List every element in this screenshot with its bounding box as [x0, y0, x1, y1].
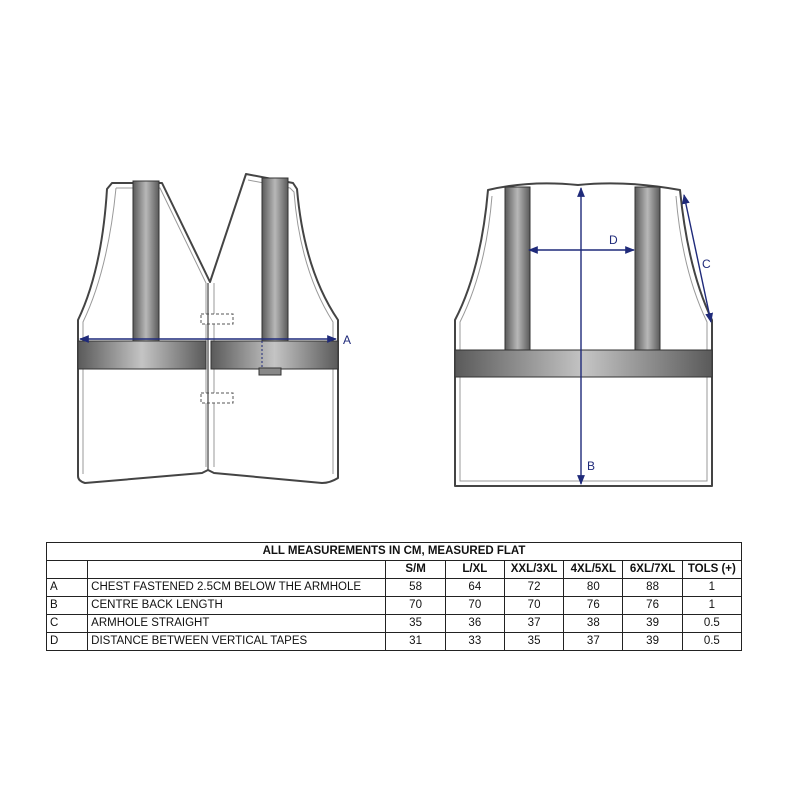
fastener-lower	[201, 393, 233, 403]
front-band-right	[211, 341, 338, 369]
back-band	[455, 350, 712, 377]
header-size: L/XL	[445, 561, 504, 579]
row-value: 35	[386, 615, 445, 633]
table-row	[47, 579, 742, 597]
row-tolerance: 0.5	[682, 633, 741, 651]
row-tolerance: 1	[682, 579, 741, 597]
row-tolerance: 1	[682, 597, 741, 615]
row-value: 38	[564, 615, 623, 633]
front-tape-right	[262, 178, 288, 341]
label-b: B	[587, 459, 596, 473]
row-value: 36	[445, 615, 504, 633]
vest-back	[455, 183, 712, 486]
row-value: 70	[386, 597, 445, 615]
row-value: 80	[564, 579, 623, 597]
row-value: 37	[504, 615, 563, 633]
vest-front	[78, 174, 351, 483]
back-outline	[455, 183, 712, 486]
row-description: CHEST FASTENED 2.5CM BELOW THE ARMHOLE	[88, 579, 386, 597]
row-value: 76	[623, 597, 682, 615]
header-blank-desc	[88, 561, 386, 579]
label-c: C	[702, 257, 711, 271]
header-tolerance: TOLS (+)	[682, 561, 741, 579]
row-value: 88	[623, 579, 682, 597]
row-value: 76	[564, 597, 623, 615]
size-chart	[46, 542, 742, 651]
row-value: 70	[504, 597, 563, 615]
table-row	[47, 615, 742, 633]
table-row	[47, 597, 742, 615]
row-description: DISTANCE BETWEEN VERTICAL TAPES	[88, 633, 386, 651]
fastener-upper	[201, 314, 233, 324]
label-a: A	[343, 333, 352, 347]
row-value: 39	[623, 615, 682, 633]
row-description: ARMHOLE STRAIGHT	[88, 615, 386, 633]
row-value: 58	[386, 579, 445, 597]
header-size: 6XL/7XL	[623, 561, 682, 579]
row-value: 33	[445, 633, 504, 651]
table-row	[47, 633, 742, 651]
row-code: A	[47, 579, 88, 597]
row-value: 31	[386, 633, 445, 651]
label-d: D	[609, 233, 618, 247]
row-code: D	[47, 633, 88, 651]
row-value: 72	[504, 579, 563, 597]
header-size: XXL/3XL	[504, 561, 563, 579]
label-tag	[259, 368, 281, 375]
row-value: 70	[445, 597, 504, 615]
back-tape-right	[635, 187, 660, 350]
row-value: 64	[445, 579, 504, 597]
front-tape-left	[133, 181, 159, 341]
row-value: 37	[564, 633, 623, 651]
header-size: S/M	[386, 561, 445, 579]
row-description: CENTRE BACK LENGTH	[88, 597, 386, 615]
row-code: C	[47, 615, 88, 633]
back-tape-left	[505, 187, 530, 350]
header-size: 4XL/5XL	[564, 561, 623, 579]
header-blank-code	[47, 561, 88, 579]
table-title: ALL MEASUREMENTS IN CM, MEASURED FLAT	[47, 543, 742, 561]
row-code: B	[47, 597, 88, 615]
row-value: 39	[623, 633, 682, 651]
front-band-left	[78, 341, 206, 369]
row-tolerance: 0.5	[682, 615, 741, 633]
row-value: 35	[504, 633, 563, 651]
